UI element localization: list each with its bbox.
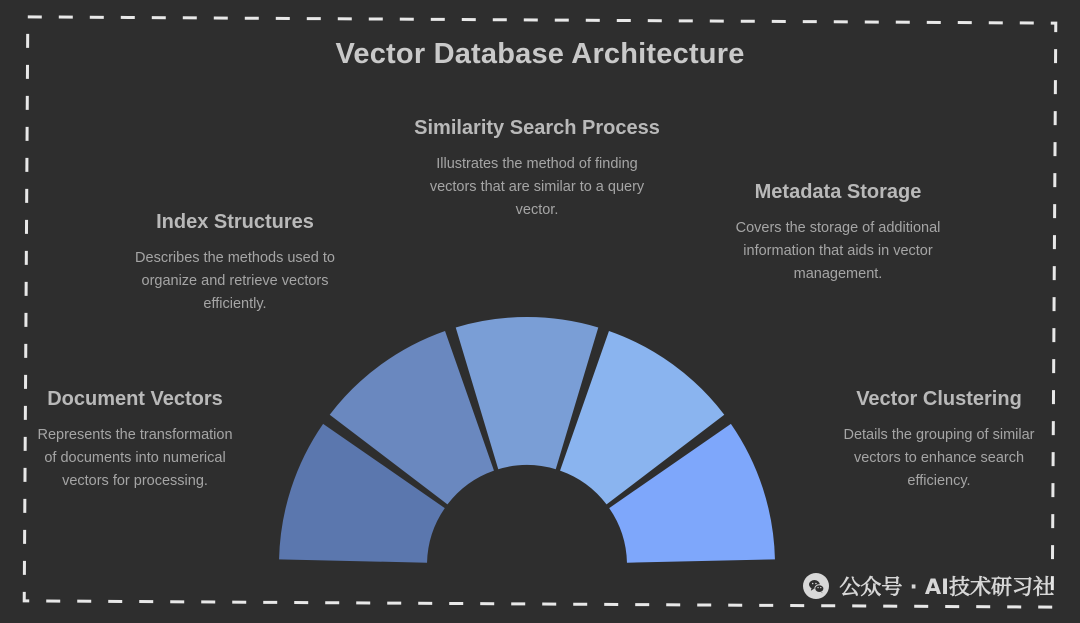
page-title: Vector Database Architecture — [335, 38, 745, 70]
node-title: Similarity Search Process — [414, 117, 660, 139]
node-description: Represents the transformation of documents into numerical vectors for processing. — [37, 427, 233, 490]
node-title: Index Structures — [156, 211, 314, 233]
node-description: Describes the methods used to organize and retrieve vectors efficiently. — [135, 250, 335, 313]
node-description: Covers the storage of additional information that aids in vector management. — [735, 220, 941, 283]
node-description: Details the grouping of similar vectors to enhance search efficiency. — [843, 427, 1035, 490]
node-metadata-storage — [718, 178, 958, 287]
node-title: Vector Clustering — [856, 388, 1022, 410]
watermark-text: 公众号 · AI技术研习社 — [839, 575, 1054, 599]
node-description: Illustrates the method of finding vectors that are similar to a query vector. — [429, 156, 645, 219]
wechat-icon — [803, 573, 829, 599]
node-title: Document Vectors — [47, 388, 223, 410]
node-document-vectors — [30, 385, 240, 494]
node-title: Metadata Storage — [754, 181, 922, 203]
watermark — [803, 571, 1054, 601]
node-similarity-search-process — [412, 114, 662, 223]
half-donut-chart — [262, 300, 792, 580]
node-vector-clustering — [828, 385, 1050, 494]
